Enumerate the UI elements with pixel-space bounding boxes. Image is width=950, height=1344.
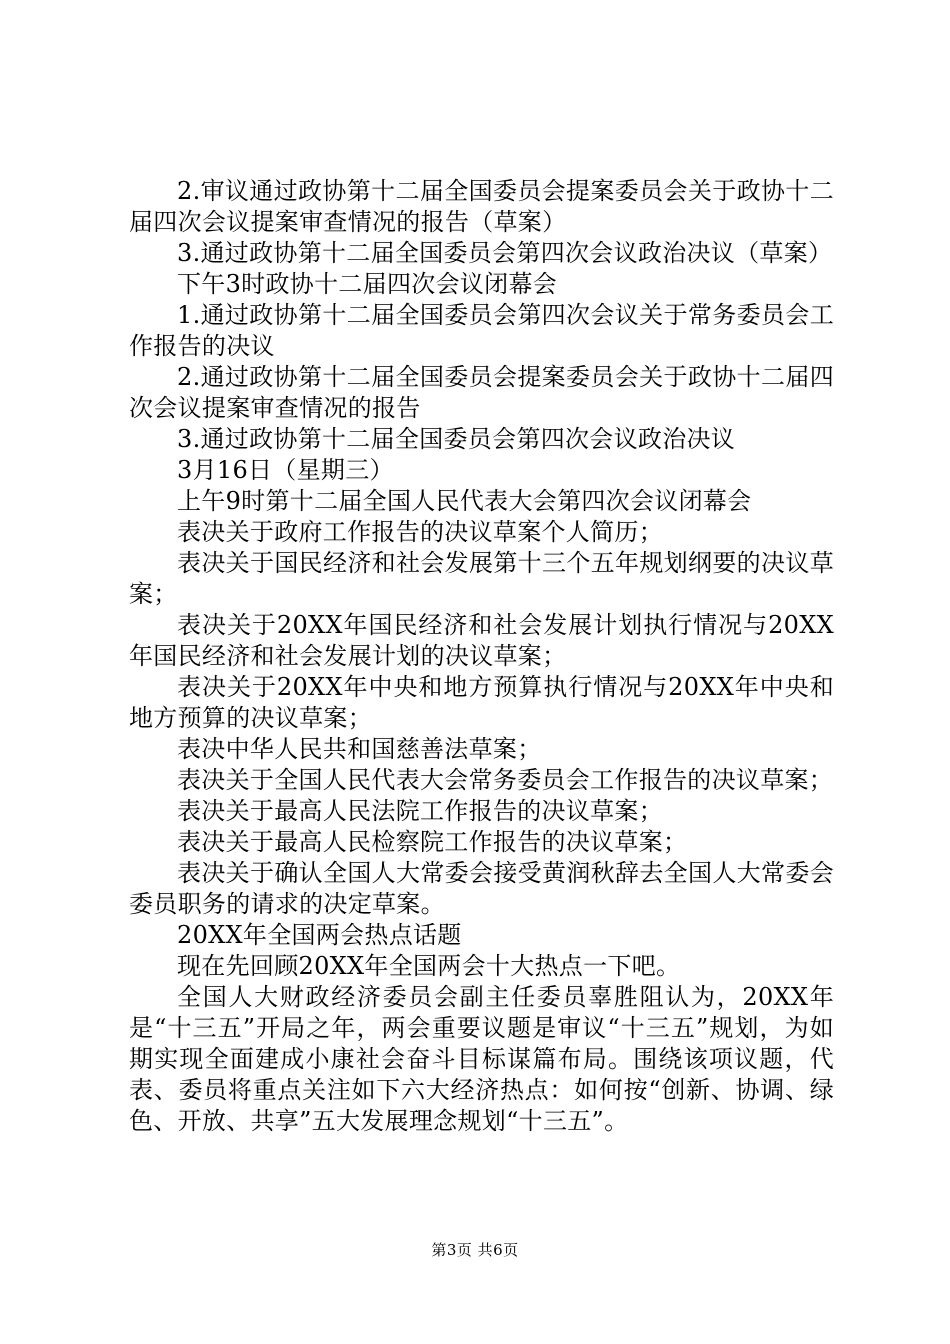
paragraph: 表决关于最高人民法院工作报告的决议草案； (177, 797, 663, 825)
paragraph: 全国人大财政经济委员会副主任委员辜胜阻认为，20XX年是“十三五”开局之年，两会重要议题是审议“十三五”规划，为如期实现全面建成小康社会奋斗目标谋篇布局。围绕该项议题，代表、委员将重点关注如下六大经济热点：如何按“创新、协调、绿色、开放、共享”五大发展理念规划“十三五”。 (129, 983, 834, 1135)
paragraph: 表决关于国民经济和社会发展第十三个五年规划纲要的决议草案； (129, 549, 834, 608)
paragraph: 现在先回顾20XX年全国两会十大热点一下吧。 (177, 952, 681, 980)
paragraph: 20XX年全国两会热点话题 (177, 921, 462, 949)
paragraph: 表决关于20XX年国民经济和社会发展计划执行情况与20XX年国民经济和社会发展计划的决议草案； (129, 611, 834, 670)
document-body (129, 176, 834, 1137)
paragraph: 1.通过政协第十二届全国委员会第四次会议关于常务委员会工作报告的决议 (129, 301, 834, 360)
paragraph: 下午3时政协十二届四次会议闭幕会 (177, 270, 558, 298)
paragraph: 表决关于20XX年中央和地方预算执行情况与20XX年中央和地方预算的决议草案； (129, 673, 834, 732)
paragraph: 3月16日（星期三） (177, 456, 394, 484)
paragraph: 表决关于确认全国人大常委会接受黄润秋辞去全国人大常委会委员职务的请求的决定草案。 (129, 859, 834, 918)
paragraph: 上午9时第十二届全国人民代表大会第四次会议闭幕会 (177, 487, 752, 515)
paragraph: 2.通过政协第十二届全国委员会提案委员会关于政协十二届四次会议提案审查情况的报告 (129, 363, 834, 422)
paragraph: 2.审议通过政协第十二届全国委员会提案委员会关于政协十二届四次会议提案审查情况的报告（草案） (129, 177, 834, 236)
paragraph: 表决关于政府工作报告的决议草案个人简历； (177, 518, 663, 546)
paragraph: 表决中华人民共和国慈善法草案； (177, 735, 542, 763)
paragraph: 表决关于最高人民检察院工作报告的决议草案； (177, 828, 688, 856)
page-number: 第3页 共6页 (431, 1241, 519, 1259)
paragraph: 表决关于全国人民代表大会常务委员会工作报告的决议草案； (177, 766, 834, 794)
paragraph: 3.通过政协第十二届全国委员会第四次会议政治决议（草案） (177, 239, 833, 267)
paragraph: 3.通过政协第十二届全国委员会第四次会议政治决议 (177, 425, 736, 453)
